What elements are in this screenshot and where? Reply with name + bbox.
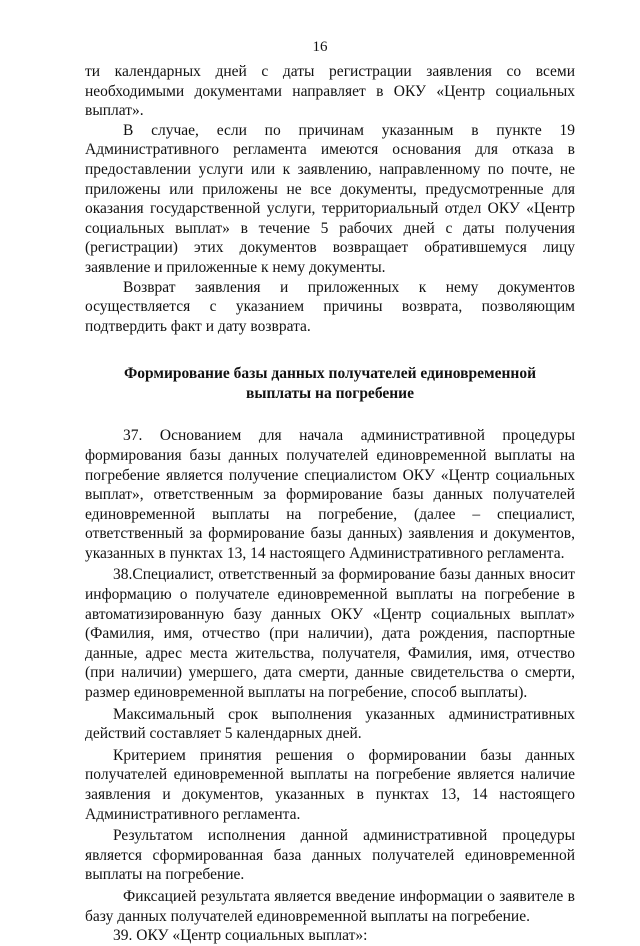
document-body <box>85 62 575 946</box>
page-number: 16 <box>312 39 328 55</box>
paragraph-continuation: ти календарных дней с даты регистрации заявления со всеми необходимыми документами направляет в ОКУ «Центр социальных выплат». <box>85 63 575 120</box>
section-heading-line-2: выплаты на погребение <box>246 385 414 403</box>
paragraph-fixation: Фиксацией результата является введение информации о заявителе в базу данных получателей единовременной выплаты на погребение. <box>85 887 575 925</box>
section-heading-line-1: Формирование базы данных получателей единовременной <box>123 365 537 383</box>
paragraph-39: 39. ОКУ «Центр социальных выплат»: <box>113 927 368 945</box>
paragraph-return: Возврат заявления и приложенных к нему документов осуществляется с указанием причины возврата, позволяющим подтвердить факт и дату возврата. <box>85 278 575 335</box>
paragraph-38: 38.Специалист, ответственный за формирование базы данных вносит информацию о получателе единовременной выплаты на погребение в автоматизированную базу данных ОКУ «Центр социальных выплат» (Фамилия, имя, отчество (при наличии), дата рождения, паспортные данные, адрес места жительства, получателя, Фамилия, имя, отчество (при наличии) умершего, дата смерти, данные свидетельства о смерти, размер единовременной выплаты на погребение, способ выплаты). <box>85 566 575 702</box>
paragraph-max-term: Максимальный срок выполнения указанных административных действий составляет 5 календарных дней. <box>85 705 575 743</box>
paragraph-result: Результатом исполнения данной административной процедуры является сформированная база данных получателей единовременной выплаты на погребение. <box>85 827 575 884</box>
section-heading <box>85 364 575 404</box>
paragraph-37: 37. Основанием для начала административной процедуры формирования базы данных получателей единовременной выплаты на погребение является получение специалистом ОКУ «Центр социальных выплат», ответственным за формирование базы данных получателей единовременной выплаты на погребение, (далее – специалист, ответственный за формирование базы данных) заявления и документов, указанных в пунктах 13, 14 настоящего Административного регламента. <box>85 427 575 562</box>
paragraph-refusal-grounds: В случае, если по причинам указанным в пункте 19 Административного регламента имеются основания для отказа в предоставлении услуги или к заявлению, направленному по почте, не приложены или приложены не все документы, предусмотренные для оказания государственной услуги, территориальный отдел ОКУ «Центр социальных выплат» в течение 5 рабочих дней с даты получения (регистрации) этих документов возвращает обратившемуся лицу заявление и приложенные к нему документы. <box>85 121 575 276</box>
paragraph-criterion: Критерием принятия решения о формировании базы данных получателей единовременной выплаты на погребение является наличие заявления и документов, указанных в пунктах 13, 14 настоящего Административного регламента. <box>85 746 575 823</box>
